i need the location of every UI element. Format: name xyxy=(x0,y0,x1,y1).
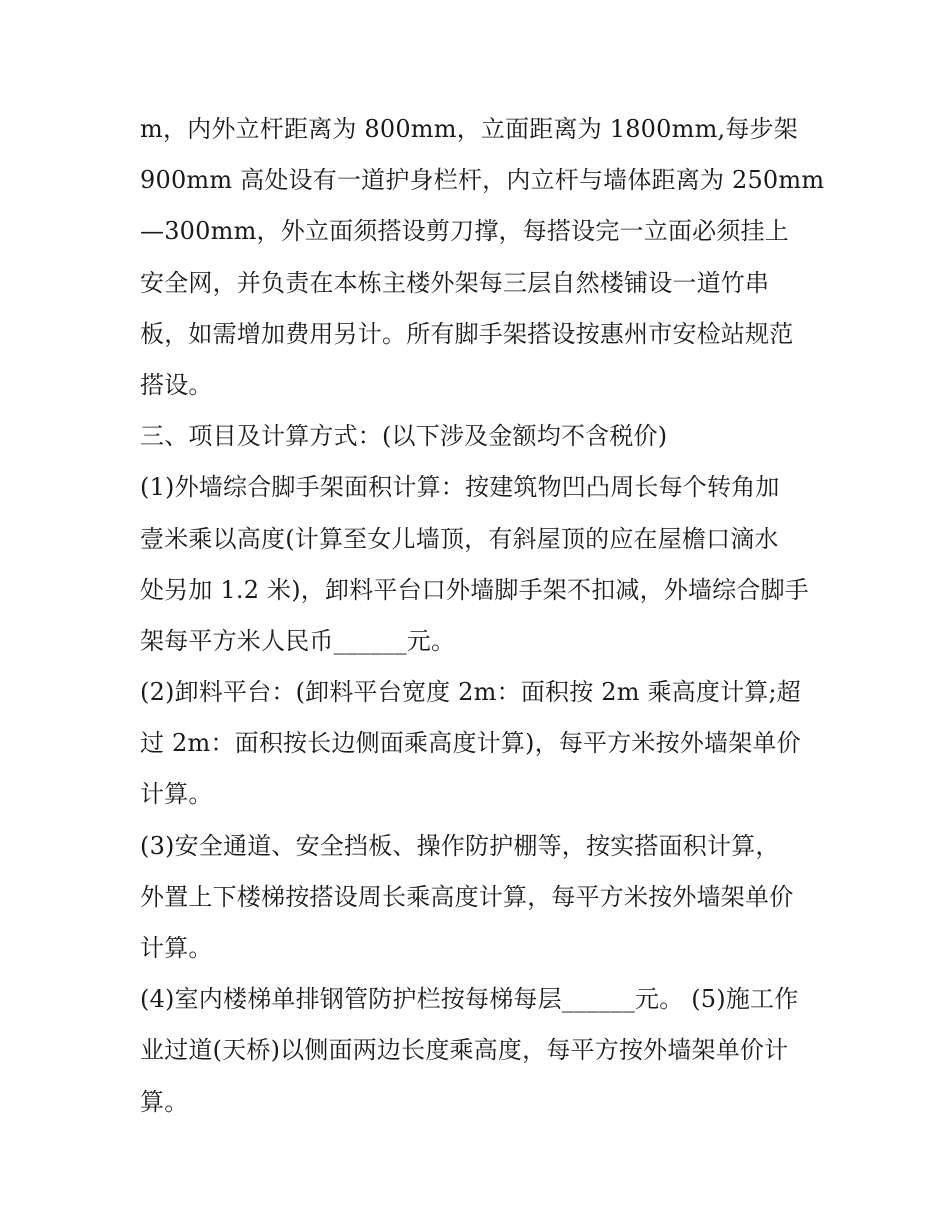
text-line: —300mm，外立面须搭设剪刀撑，每搭设完一立面必须挂上 xyxy=(140,217,789,246)
text-line: (4)室内楼梯单排钢管防护栏按每梯每层______元。 (5)施工作 xyxy=(140,985,799,1014)
text-line: 处另加 1.2 米)，卸料平台口外墙脚手架不扣减，外墙综合脚手 xyxy=(140,575,809,604)
text-line: 板，如需增加费用另计。所有脚手架搭设按惠州市安检站规范 xyxy=(140,319,794,348)
text-line: 安全网，并负责在本栋主楼外架每三层自然楼铺设一道竹串 xyxy=(140,268,770,297)
text-line: 计算。 xyxy=(140,780,213,809)
section-heading: 三、项目及计算方式：(以下涉及金额均不含税价) xyxy=(140,422,668,451)
text-line: 算。 xyxy=(140,1087,189,1116)
text-line: (2)卸料平台：(卸料平台宽度 2m：面积按 2m 乘高度计算;超 xyxy=(140,678,801,707)
text-line: (3)安全通道、安全挡板、操作防护棚等，按实搭面积计算， xyxy=(140,831,780,860)
text-line: 壹米乘以高度(计算至女儿墙顶，有斜屋顶的应在屋檐口滴水 xyxy=(140,524,779,553)
text-line: 过 2m：面积按长边侧面乘高度计算)，每平方米按外墙架单价 xyxy=(140,729,801,758)
text-line: (1)外墙综合脚手架面积计算：按建筑物凹凸周长每个转角加 xyxy=(140,473,780,502)
text-line: 搭设。 xyxy=(140,370,213,399)
text-line: 900mm 高处设有一道护身栏杆，内立杆与墙体距离为 250mm xyxy=(140,166,825,195)
text-line: m，内外立杆距离为 800mm，立面距离为 1800mm,每步架 xyxy=(140,115,798,143)
text-line: 外置上下楼梯按搭设周长乘高度计算，每平方米按外墙架单价 xyxy=(140,882,794,911)
document-body xyxy=(140,104,825,1128)
text-line: 业过道(天桥)以侧面两边长度乘高度，每平方按外墙架单价计 xyxy=(140,1036,789,1065)
text-line: 计算。 xyxy=(140,934,213,962)
text-line: 架每平方米人民币______元。 xyxy=(140,626,456,655)
